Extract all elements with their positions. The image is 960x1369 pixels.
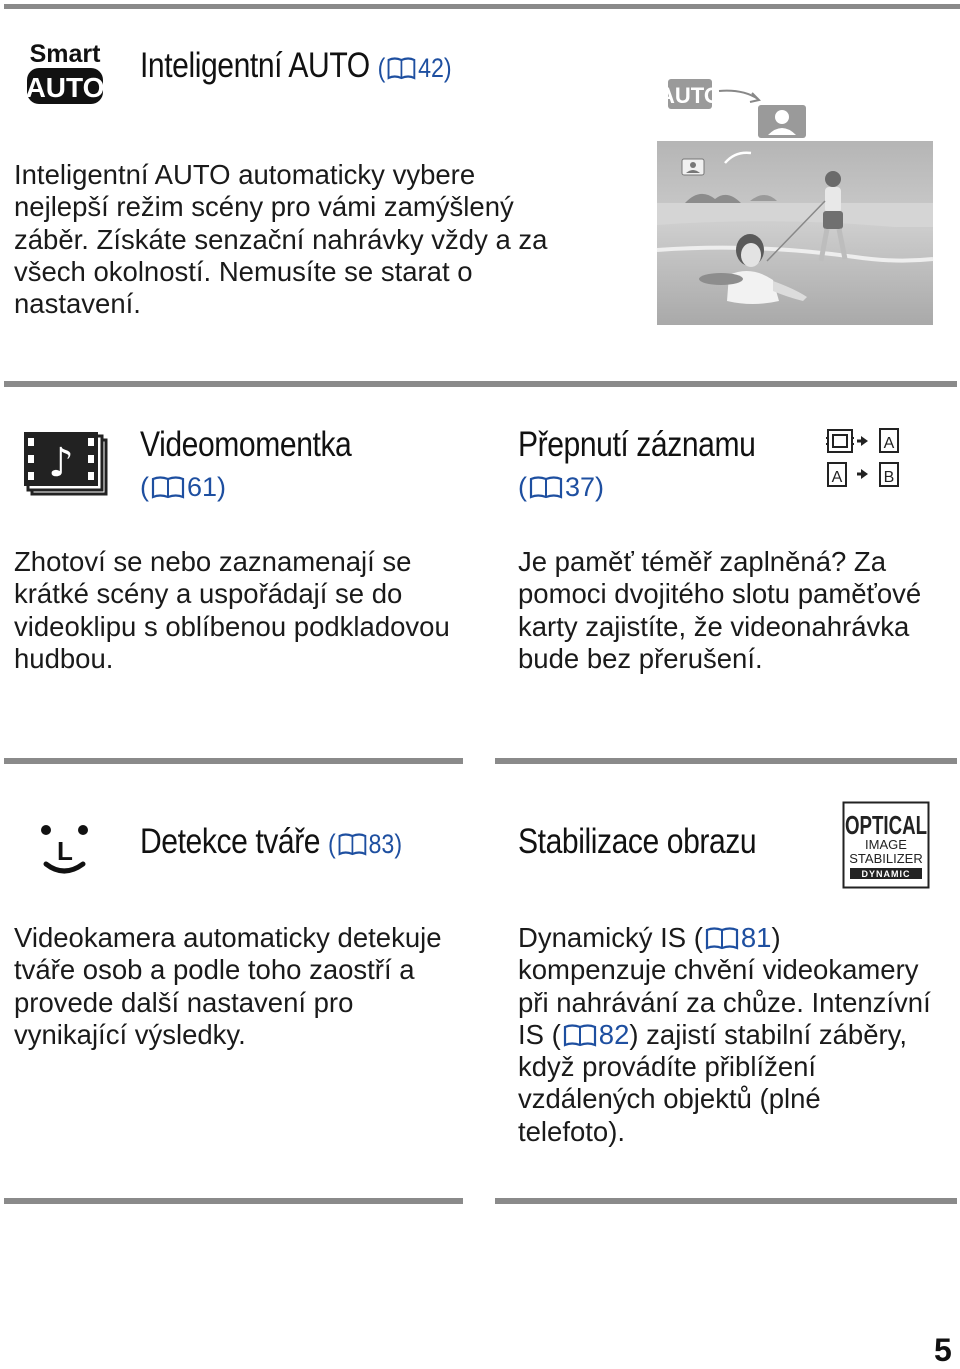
video-snapshot-page-ref[interactable]: ( 61) <box>140 472 227 502</box>
section-divider-right <box>495 758 957 764</box>
book-icon <box>387 56 416 80</box>
svg-text:A: A <box>883 435 895 452</box>
stabilizer-line-1: Dynamický IS ( 81) <box>518 922 781 953</box>
smart-auto-description: Inteligentní AUTO automaticky vybere nejlepší režim scény pro vámi zamýšlený záběr. Získáte senzační nahrávky vždy a za všech okolností. Nemusíte se starat o nastavení. <box>14 159 548 320</box>
smart-auto-title <box>140 46 452 88</box>
section-divider <box>4 381 957 387</box>
relay-recording-title: Přepnutí záznamu <box>518 425 756 464</box>
book-icon <box>705 926 739 950</box>
book-icon <box>151 475 185 499</box>
svg-text:B: B <box>883 469 895 486</box>
book-icon <box>529 475 563 499</box>
stabilizer-line-3: při nahrávání za chůze. Intenzívní <box>518 986 931 1018</box>
stabilizer-page-ref-81[interactable]: 81 <box>703 922 772 953</box>
relay-recording-page-ref[interactable]: ( 37) <box>518 472 605 502</box>
svg-text:Smart: Smart <box>29 40 101 68</box>
face-detection-title-text: Detekce tváře <box>140 822 321 861</box>
face-detection-icon <box>38 822 90 874</box>
svg-text:AUTO: AUTO <box>25 72 105 103</box>
book-icon <box>563 1023 597 1047</box>
smart-auto-title-text: Inteligentní AUTO <box>140 46 370 85</box>
stabilizer-line-7: telefoto). <box>518 1115 626 1147</box>
optical-image-stabilizer-badge <box>842 801 930 889</box>
face-detection-page-ref[interactable]: ( 83) <box>328 829 403 859</box>
svg-text:STABILIZER: STABILIZER <box>849 851 923 866</box>
book-icon <box>338 832 367 856</box>
smart-auto-page-ref[interactable]: ( 42) <box>377 53 452 83</box>
video-snapshot-description: Zhotoví se nebo zaznamenají se krátké scény a uspořádají se do videoklipu s oblíbenou podkladovou hudbou. <box>14 546 450 674</box>
face-detection-title <box>140 822 402 864</box>
video-snapshot-icon <box>24 432 108 496</box>
svg-text:OPTICAL: OPTICAL <box>844 809 928 840</box>
smart-auto-icon <box>24 38 106 106</box>
relay-recording-icons <box>826 427 912 489</box>
stabilizer-line-2: kompenzuje chvění videokamery <box>518 954 919 986</box>
top-rule <box>4 4 960 9</box>
stabilizer-line-4: IS ( 82) zajistí stabilní záběry, <box>518 1018 908 1050</box>
stabilizer-page-ref-82[interactable]: 82 <box>561 1019 630 1050</box>
svg-text:L: L <box>57 836 73 866</box>
svg-text:A: A <box>831 469 843 486</box>
smart-auto-illustration <box>655 75 935 327</box>
bottom-divider-left <box>4 1198 463 1204</box>
stabilizer-title: Stabilizace obrazu <box>518 822 757 861</box>
face-detection-description: Videokamera automaticky detekuje tváře osob a podle toho zaostří a provede další nastavení pro vynikající výsledky. <box>14 922 442 1050</box>
stabilizer-line-6: vzdálených objektů (plné <box>518 1083 821 1115</box>
stabilizer-line-5: když provádíte přiblížení <box>518 1051 817 1083</box>
video-snapshot-title: Videomomentka <box>140 425 352 464</box>
page-number: 5 <box>934 1332 952 1368</box>
bottom-divider-right <box>495 1198 957 1204</box>
svg-text:♪: ♪ <box>48 440 74 486</box>
svg-text:DYNAMIC: DYNAMIC <box>861 869 911 879</box>
section-divider-left <box>4 758 463 764</box>
svg-text:AUTO: AUTO <box>659 83 721 108</box>
relay-recording-description: Je paměť téměř zaplněná? Za pomoci dvojitého slotu paměťové karty zajistíte, že videonahrávka bude bez přerušení. <box>518 546 922 674</box>
stabilizer-description <box>518 922 948 1148</box>
svg-text:IMAGE: IMAGE <box>865 837 907 852</box>
